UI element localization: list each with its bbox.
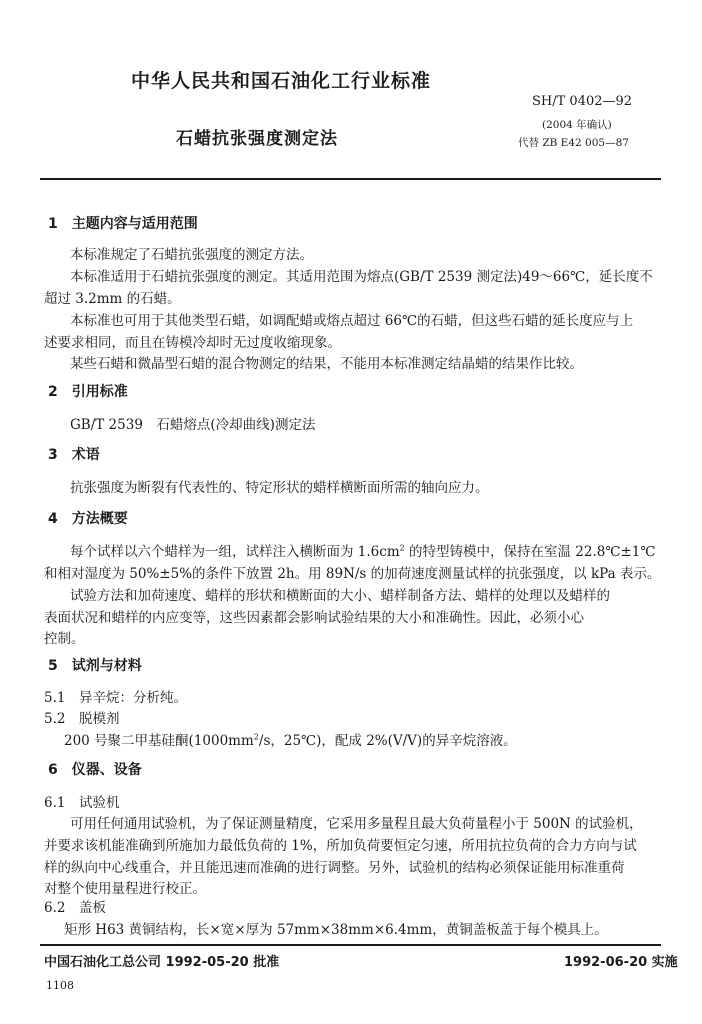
section-1-title: 1 主题内容与适用范围 [48,216,198,232]
section-4-paragraph: 控制。 [44,631,85,647]
replaces-note: 代替 ZB E42 005—87 [518,137,629,149]
section-5-title: 5 试剂与材料 [48,658,142,674]
section-1-paragraph: 某些石蜡和微晶型石蜡的混合物测定的结果，不能用本标准测定结晶蜡的结果作比较。 [70,356,583,372]
clause-6-2-text: 矩形 H63 黄铜结构，长×宽×厚为 57mm×38mm×6.4mm，黄铜盖板盖于每个模具上。 [64,922,608,938]
clause-5-2: 5.2 脱模剂 [44,711,120,727]
approval-line: 中国石油化工总公司 1992-05-20 批准 [44,955,280,970]
clause-6-1: 6.1 试验机 [44,795,120,811]
section-4-paragraph: 试验方法和加荷速度、蜡样的形状和横断面的大小、蜡样制备方法、蜡样的处理以及蜡样的 [70,588,610,604]
clause-5-2-text: 200 号聚二甲基硅酮($1000mm^2/s$，25℃)，配成 2%(V/V)的异辛烷溶液。 [64,732,517,749]
clause-6-1-text: 可用任何通用试验机，为了保证测量精度，它采用多量程且最大负荷量程小于 500N 的试验机， [70,816,643,832]
section-1-paragraph: 超过 3.2mm 的石蜡。 [44,291,181,307]
org-title: 中华人民共和国石油化工行业标准 [131,70,432,92]
section-1-paragraph: 本标准规定了石蜡抗张强度的测定方法。 [70,247,313,263]
confirmation-note: (2004 年确认) [542,119,612,131]
page-number: 1108 [46,979,74,992]
section-6-title: 6 仪器、设备 [48,762,142,778]
section-3-paragraph: 抗张强度为断裂有代表性的、特定形状的蜡样横断面所需的轴向应力。 [70,480,489,496]
section-1-paragraph: 述要求相同，而且在铸模冷却时无过度收缩现象。 [44,335,341,351]
implementation-date: 1992-06-20 实施 [564,955,678,970]
clause-6-2: 6.2 盖板 [44,900,106,916]
footer-rule [40,944,661,946]
section-3-title: 3 术语 [48,447,100,463]
section-1-paragraph: 本标准也可用于其他类型石蜡，如调配蜡或熔点超过 66℃的石蜡，但这些石蜡的延长度应与上 [70,313,634,329]
standard-number: SH/T 0402—92 [532,94,633,109]
clause-6-1-text: 样的纵向中心线重合，并且能迅速而准确的进行调整。另外，试验机的结构必须保证能用标准重荷 [44,860,625,876]
section-4-paragraph: 表面状况和蜡样的内应变等，这些因素都会影响试验结果的大小和准确性。因此，必须小心 [44,610,584,626]
clause-6-1-text: 对整个使用量程进行校正。 [44,881,206,897]
section-2-paragraph: GB/T 2539 石蜡熔点(冷却曲线)测定法 [70,417,316,433]
header-rule [40,178,661,180]
clause-6-1-text: 并要求该机能准确到所施加力最低负荷的 1%，所加负荷要恒定匀速，所用抗拉负荷的合力方向与试 [44,838,637,854]
clause-5-1: 5.1 异辛烷：分析纯。 [44,690,187,706]
section-2-title: 2 引用标准 [48,384,128,400]
section-4-paragraph: 和相对湿度为 50%±5%的条件下放置 2h。用 89N/s 的加荷速度测量试样的抗张强度，以 kPa 表示。 [44,566,661,582]
section-1-paragraph: 本标准适用于石蜡抗张强度的测定。其适用范围为熔点(GB/T 2539 测定法)49～66℃，延长度不 [70,269,653,285]
section-4-title: 4 方法概要 [48,511,128,527]
section-4-paragraph: 每个试样以六个蜡样为一组，试样注入横断面为 $1.6cm^2$ 的特型铸模中，保持在室温 22.8℃±1℃ [70,543,656,560]
document-title: 石蜡抗张强度测定法 [176,129,338,149]
